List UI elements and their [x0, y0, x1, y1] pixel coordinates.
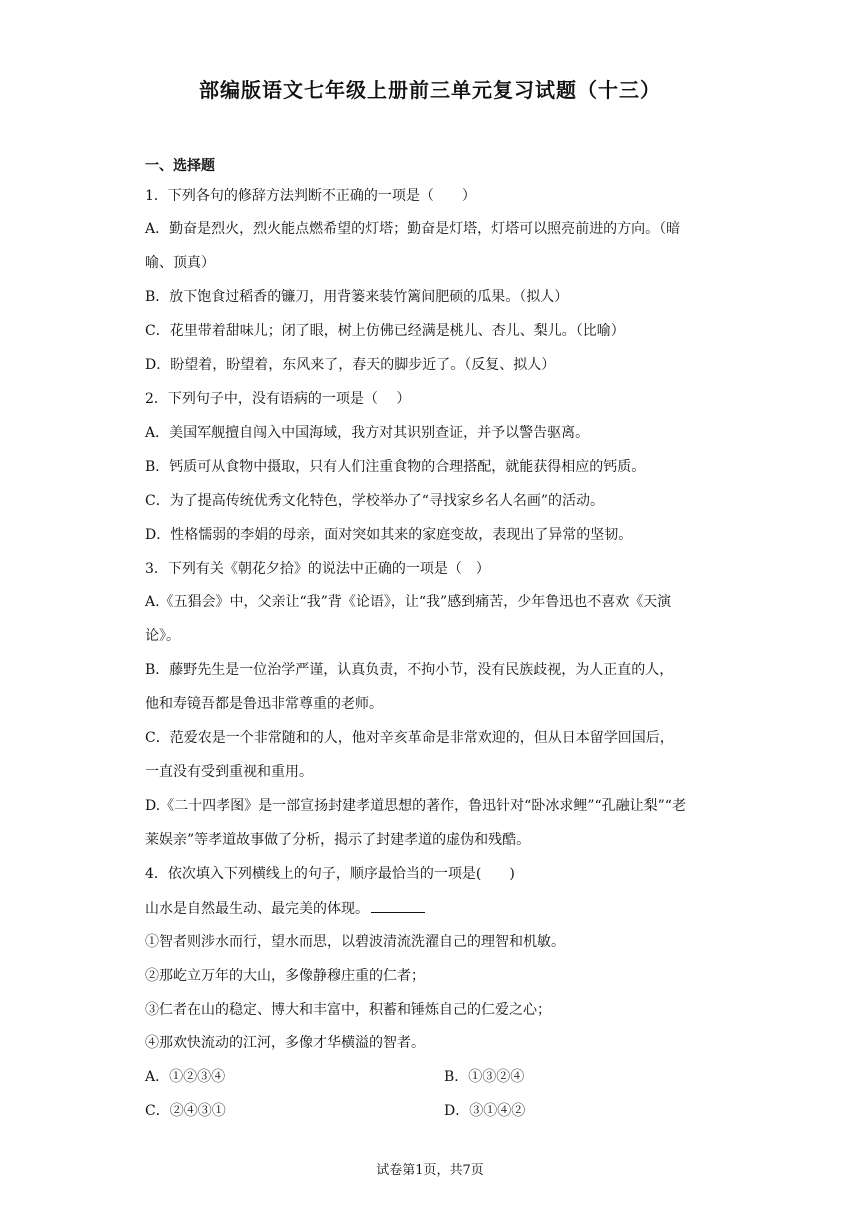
question-4-sentence-3: ③仁者在山的稳定、博大和丰富中，积蓄和锤炼自己的仁爱之心； — [145, 1002, 551, 1018]
question-1-option-a-cont: 喻、顶真） — [145, 255, 215, 271]
question-3-option-a: A.《五猖会》中，父亲让“我”背《论语》，让“我”感到痛苦，少年鲁迅也不喜欢《天演 — [145, 594, 672, 610]
question-1-option-a: A．勤奋是烈火，烈火能点燃希望的灯塔；勤奋是灯塔，灯塔可以照亮前进的方向。（暗 — [145, 221, 681, 237]
question-2-option-a: A．美国军舰擅自闯入中国海域，我方对其识别查证，并予以警告驱离。 — [145, 425, 590, 441]
question-4-lead-text: 山水是自然最生动、最完美的体现。 — [145, 901, 369, 917]
question-3-option-b: B．藤野先生是一位治学严谨，认真负责，不拘小节，没有民族歧视，为人正直的人， — [145, 662, 674, 678]
question-3-option-a-cont: 论》。 — [145, 628, 180, 644]
question-4-option-a: A．①②③④ — [145, 1069, 226, 1085]
section-heading: 一、选择题 — [145, 158, 215, 174]
question-2-option-b: B．钙质可从食物中摄取，只有人们注重食物的合理搭配，就能获得相应的钙质。 — [145, 459, 646, 475]
question-1-option-b: B．放下饱食过稻香的镰刀，用背篓来装竹篱间肥硕的瓜果。（拟人） — [145, 289, 569, 305]
question-3-option-d-cont: 莱娱亲”等孝道故事做了分析，揭示了封建孝道的虚伪和残酷。 — [145, 832, 531, 848]
question-1-option-c: C．花里带着甜味儿；闭了眼，树上仿佛已经满是桃儿、杏儿、梨儿。（比喻） — [145, 323, 625, 339]
question-1-option-d: D．盼望着，盼望着，东风来了，春天的脚步近了。（反复、拟人） — [145, 357, 556, 373]
question-4-sentence-2: ②那屹立万年的大山，多像静穆庄重的仁者； — [145, 968, 425, 984]
question-4-sentence-1: ①智者则涉水而行，望水而思，以碧波清流洗濯自己的理智和机敏。 — [145, 934, 565, 950]
question-4-option-b: B．①③②④ — [444, 1069, 525, 1085]
question-4-lead — [145, 898, 725, 919]
page-footer: 试卷第1页，共7页 — [376, 1163, 484, 1178]
question-4-stem: 4．依次填入下列横线上的句子，顺序最恰当的一项是( ) — [145, 866, 515, 882]
question-4-option-c: C．②④③① — [145, 1103, 226, 1119]
question-4-option-d: D．③①④② — [444, 1103, 526, 1119]
question-3-option-c: C．范爱农是一个非常随和的人，他对辛亥革命是非常欢迎的，但从日本留学回国后， — [145, 730, 674, 746]
question-2-stem: 2．下列句子中，没有语病的一项是（ ） — [145, 391, 411, 407]
question-2-option-c: C．为了提高传统优秀文化特色，学校举办了“寻找家乡名人名画”的活动。 — [145, 493, 605, 509]
question-3-option-b-cont: 他和寿镜吾都是鲁迅非常尊重的老师。 — [145, 696, 383, 712]
question-1-stem: 1．下列各句的修辞方法判断不正确的一项是（ ） — [145, 188, 476, 204]
question-3-option-d: D.《二十四孝图》是一部宣扬封建孝道思想的著作，鲁迅针对“卧冰求鲤”“孔融让梨”“老 — [145, 798, 686, 814]
question-3-stem: 3．下列有关《朝花夕拾》的说法中正确的一项是（ ） — [145, 561, 490, 577]
page-title: 部编版语文七年级上册前三单元复习试题（十三） — [199, 78, 661, 102]
question-3-option-c-cont: 一直没有受到重视和重用。 — [145, 764, 313, 780]
fill-in-blank — [371, 898, 425, 913]
question-4-sentence-4: ④那欢快流动的江河，多像才华横溢的智者。 — [145, 1035, 425, 1051]
question-2-option-d: D．性格懦弱的李娟的母亲，面对突如其来的家庭变故，表现出了异常的坚韧。 — [145, 527, 633, 543]
